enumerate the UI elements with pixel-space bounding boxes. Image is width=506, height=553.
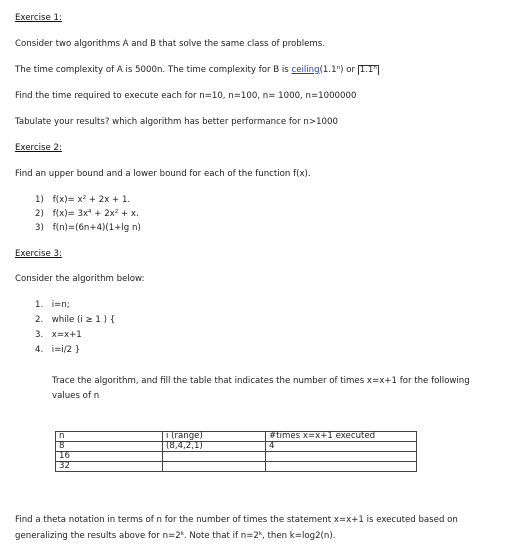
ceiling-notation	[358, 65, 379, 75]
item-text: f(x)= 3x	[52, 209, 89, 219]
final-question-line-2	[15, 531, 335, 542]
item-text-rest: + x.	[118, 209, 139, 219]
table-row	[56, 442, 417, 452]
exercise-1-line-4: Tabulate your results? which algorithm has better performance for n>1000	[15, 117, 338, 127]
exercise-2-item-3	[35, 223, 141, 234]
final-text-c: , then k=log2(n).	[262, 531, 336, 541]
step-number: 3.	[35, 330, 44, 340]
final-text-b: . Note that if n=2	[183, 531, 259, 541]
exercise-1-line-2-after: ) or	[340, 65, 355, 75]
exercise-1-heading: Exercise 1:	[15, 13, 62, 23]
algorithm-step-2	[35, 315, 115, 326]
table-header-cell: n	[56, 432, 163, 442]
final-question-line-1: Find a theta notation in terms of n for the number of times the statement x=x+1 is executed based on	[15, 515, 458, 525]
exercise-2-item-2	[35, 209, 139, 220]
exercise-1-exponent: n	[336, 65, 341, 71]
table-header-cell: #times x=x+1 executed	[266, 432, 417, 442]
table-row	[56, 462, 417, 472]
algorithm-step-1	[35, 300, 70, 311]
table-cell: 16	[56, 452, 163, 462]
item-text-rest: + 2x + 1.	[86, 195, 131, 205]
exercise-2-intro: Find an upper bound and a lower bound for each of the function f(x).	[15, 169, 311, 179]
table-cell: 8	[56, 442, 163, 452]
table-cell	[266, 462, 417, 472]
final-exponent-2: k	[258, 531, 263, 537]
item-exponent: 2	[82, 195, 87, 201]
ceiling-exponent: n	[373, 65, 377, 71]
item-exponent: 4	[88, 209, 92, 215]
trace-table	[55, 431, 417, 472]
final-text-a: generalizing the results above for n=2	[15, 531, 181, 541]
table-cell: (8,4,2,1)	[163, 442, 266, 452]
table-cell: 4	[266, 442, 417, 452]
table-header-row	[56, 432, 417, 442]
algorithm-step-3	[35, 330, 82, 341]
table-cell	[266, 452, 417, 462]
exercise-3-heading: Exercise 3:	[15, 249, 62, 259]
item-number: 2)	[35, 209, 44, 219]
item-number: 1)	[35, 195, 44, 205]
step-number: 4.	[35, 345, 44, 355]
algorithm-step-4	[35, 345, 80, 356]
exercise-2-heading: Exercise 2:	[15, 143, 62, 153]
item-number: 3)	[35, 223, 44, 233]
item-text: f(n)=(6n+4)(1+lg n)	[52, 223, 141, 233]
step-number: 1.	[35, 300, 44, 310]
exercise-2-item-1	[35, 195, 130, 206]
table-header-cell: i (range)	[163, 432, 266, 442]
trace-instruction-line-1: Trace the algorithm, and fill the table that indicates the number of times x=x+1 for the following	[52, 376, 470, 386]
table-row	[56, 452, 417, 462]
table-cell: 32	[56, 462, 163, 472]
item-text-mid: + 2x	[91, 209, 115, 219]
step-number: 2.	[35, 315, 44, 325]
ceiling-base: 1.1	[359, 65, 374, 75]
trace-instruction-line-2: values of n	[52, 391, 100, 401]
exercise-1-line-2-prefix: The time complexity of A is 5000n. The time complexity for B is	[15, 65, 292, 75]
exercise-1-line-3: Find the time required to execute each for n=10, n=100, n= 1000, n=1000000	[15, 91, 357, 101]
item-exponent-2: 2	[114, 209, 119, 215]
final-exponent-1: k	[180, 531, 184, 537]
exercise-1-line-2-mid: (1.1	[319, 65, 337, 75]
step-text: i=i/2 }	[51, 345, 81, 355]
step-text: i=n;	[51, 300, 70, 310]
table-cell	[163, 452, 266, 462]
table-cell	[163, 462, 266, 472]
step-text: x=x+1	[51, 330, 82, 340]
exercise-1-line-1: Consider two algorithms A and B that solve the same class of problems.	[15, 39, 326, 49]
step-text: while (i ≥ 1 ) {	[51, 315, 116, 325]
exercise-1-line-2	[15, 65, 379, 76]
item-text: f(x)= x	[52, 195, 83, 205]
ceiling-link[interactable]: ceiling	[291, 65, 320, 75]
exercise-3-intro: Consider the algorithm below:	[15, 274, 145, 284]
